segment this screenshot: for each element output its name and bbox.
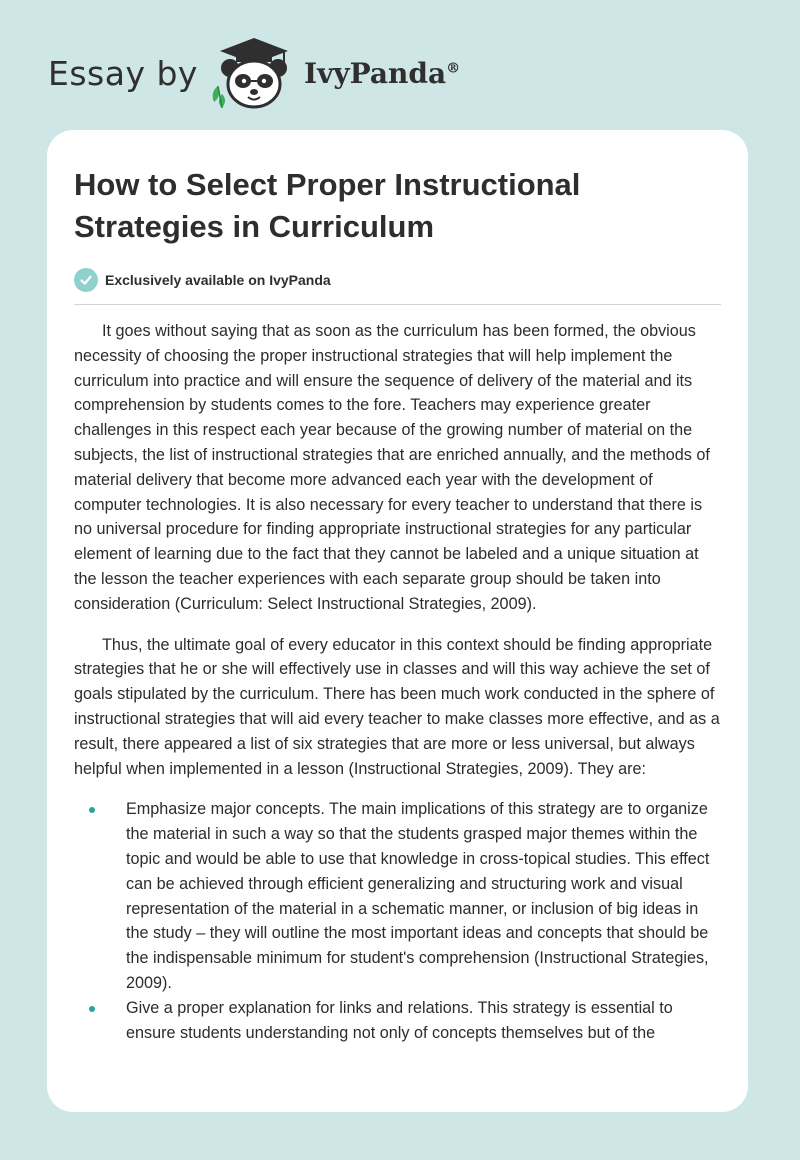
page-title: How to Select Proper Instructional Strategies in Curriculum <box>74 167 581 244</box>
essay-paragraph: It goes without saying that as soon as the curriculum has been formed, the obvious necessity of choosing the proper instructional strategies that will help implement the curriculum into practice and will ensure the sequence of delivery of the material and its comprehension by students comes to the fore. Teachers may experience greater challenges in this respect each year because of the growing number of material on the subjects, the list of instructional strategies that are enriched annually, and the methods of material delivery that become more advanced each year with the development of computer technologies. It is also necessary for every teacher to understand that there is no universal procedure for finding appropriate instructional strategies for any particular element of learning due to the fact that they cannot be labeled and a unique situation at the lesson the teacher experiences with each separate group should be taken into consideration (Curriculum: Select Instructional Strategies, 2009). <box>74 322 710 613</box>
list-item-text: Give a proper explanation for links and relations. This strategy is essential to ensure students understanding not only of concepts themselves but of the <box>126 998 673 1042</box>
list-item <box>126 797 721 995</box>
divider <box>74 304 721 305</box>
trademark-symbol: ® <box>446 60 461 77</box>
essay-card <box>47 130 748 1112</box>
list-item-text: Emphasize major concepts. The main implications of this strategy are to organize the material in such a way so that the students grasped major themes within the topic and would be able to use that knowledge in cross-topical studies. This effect can be achieved through efficient generalizing and structuring work and visual representation of the material in a schematic manner, or inclusion of big ideas in the study – they will outline the most important ideas and concepts that should be the indispensable minimum for student's comprehension (Instructional Strategies, 2009). <box>126 800 710 992</box>
essay-by-label: Essay by <box>48 53 198 93</box>
exclusive-badge-text: Exclusively available on IvyPanda <box>105 272 331 288</box>
brand-name[interactable]: IvyPanda® <box>303 56 461 90</box>
list-item <box>126 996 721 1046</box>
check-icon <box>74 268 98 292</box>
bullet-icon <box>89 1006 95 1012</box>
strategy-list <box>74 797 721 1045</box>
ivypanda-logo-icon[interactable] <box>206 36 302 110</box>
essay-paragraph: Thus, the ultimate goal of every educator in this context should be finding appropriate strategies that he or she will effectively use in classes and will this way achieve the set of goals stipulated by the curriculum. There has been much work conducted in the sphere of instructional strategies that will aid every teacher to make classes more effective, and as a result, there appeared a list of six strategies that are more or less universal, but always helpful when implemented in a lesson (Instructional Strategies, 2009). They are: <box>74 635 720 778</box>
exclusive-badge <box>74 268 721 292</box>
site-header <box>48 36 460 110</box>
bullet-icon <box>89 807 95 813</box>
